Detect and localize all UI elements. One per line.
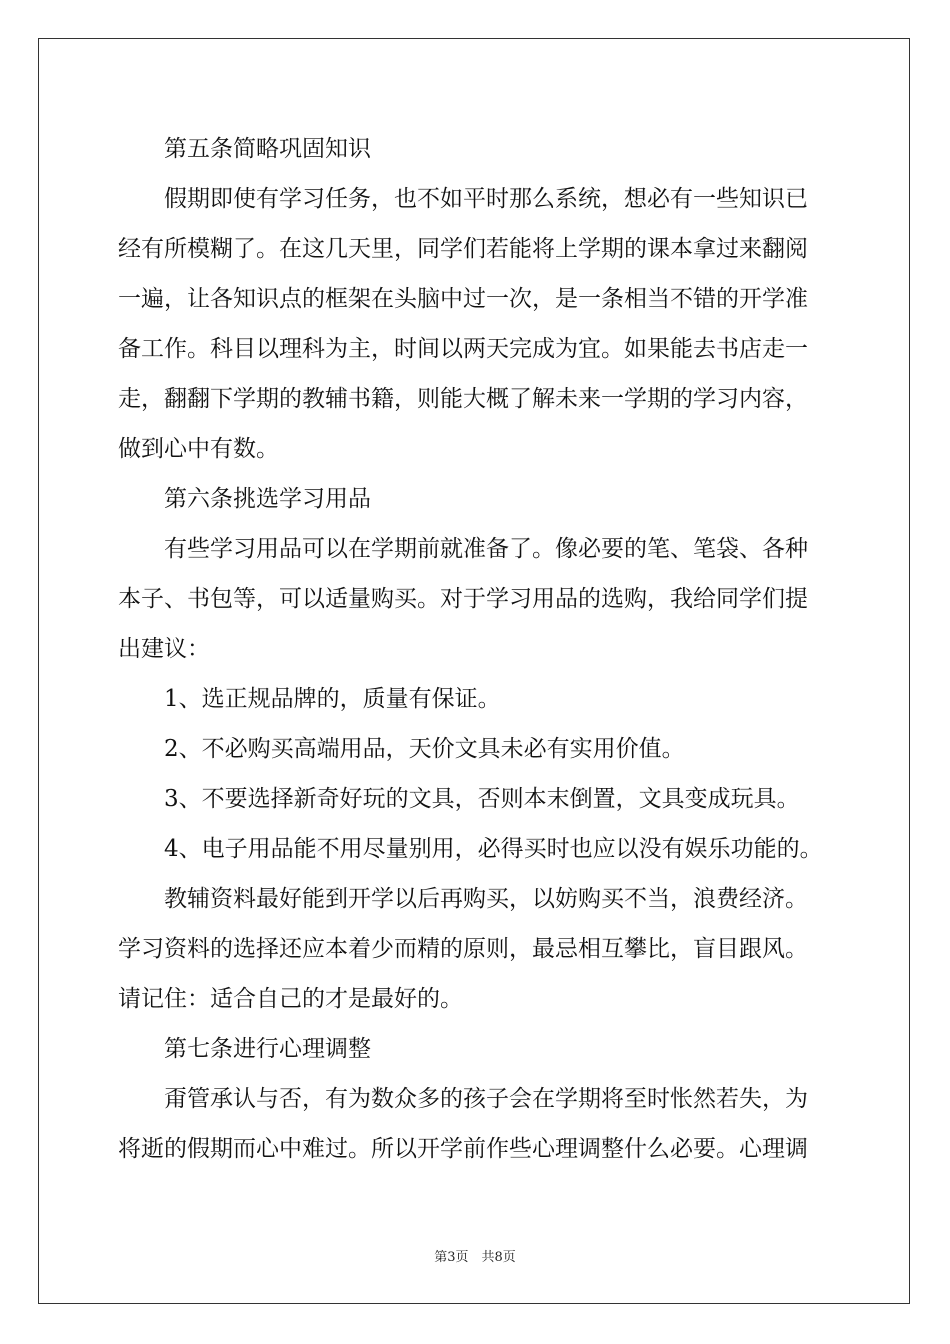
text-line: 请记住：适合自己的才是最好的。	[118, 986, 463, 1012]
paragraph	[118, 1074, 834, 1174]
text-line: 将逝的假期而心中难过。所以开学前作些心理调整什么必要。心理调	[118, 1136, 808, 1162]
text-line: 做到心中有数。	[118, 436, 279, 462]
paragraph	[118, 474, 834, 524]
paragraph	[118, 724, 834, 774]
text-line: 4、电子用品能不用尽量别用，必得买时也应以没有娱乐功能的。	[164, 836, 823, 862]
text-line: 走，翻翻下学期的教辅书籍，则能大概了解未来一学期的学习内容，	[118, 386, 808, 412]
text-line: 2、不必购买高端用品，天价文具未必有实用价值。	[164, 736, 685, 762]
paragraph	[118, 174, 834, 474]
text-line: 第六条挑选学习用品	[164, 486, 371, 512]
text-line: 第五条简略巩固知识	[164, 136, 371, 162]
text-line: 3、不要选择新奇好玩的文具，否则本末倒置，文具变成玩具。	[164, 786, 800, 812]
paragraph	[118, 824, 834, 874]
paragraph	[118, 124, 834, 174]
text-line: 经有所模糊了。在这几天里，同学们若能将上学期的课本拿过来翻阅	[118, 236, 808, 262]
text-line: 甭管承认与否，有为数众多的孩子会在学期将至时怅然若失，为	[164, 1086, 808, 1112]
text-line: 教辅资料最好能到开学以后再购买，以妨购买不当，浪费经济。	[164, 886, 808, 912]
paragraph	[118, 524, 834, 674]
text-line: 学习资料的选择还应本着少而精的原则，最忌相互攀比，盲目跟风。	[118, 936, 808, 962]
text-line: 1、选正规品牌的，质量有保证。	[164, 686, 501, 712]
paragraph	[118, 874, 834, 1024]
text-line: 假期即使有学习任务，也不如平时那么系统，想必有一些知识已	[164, 186, 808, 212]
paragraph	[118, 674, 834, 724]
document-body	[118, 124, 834, 1174]
page-footer: 第3页 共8页	[434, 1250, 516, 1265]
text-line: 出建议：	[118, 636, 210, 662]
text-line: 第七条进行心理调整	[164, 1036, 371, 1062]
text-line: 一遍，让各知识点的框架在头脑中过一次，是一条相当不错的开学准	[118, 286, 808, 312]
text-line: 本子、书包等，可以适量购买。对于学习用品的选购，我给同学们提	[118, 586, 808, 612]
text-line: 备工作。科目以理科为主，时间以两天完成为宜。如果能去书店走一	[118, 336, 808, 362]
paragraph	[118, 774, 834, 824]
paragraph	[118, 1024, 834, 1074]
text-line: 有些学习用品可以在学期前就准备了。像必要的笔、笔袋、各种	[164, 536, 808, 562]
